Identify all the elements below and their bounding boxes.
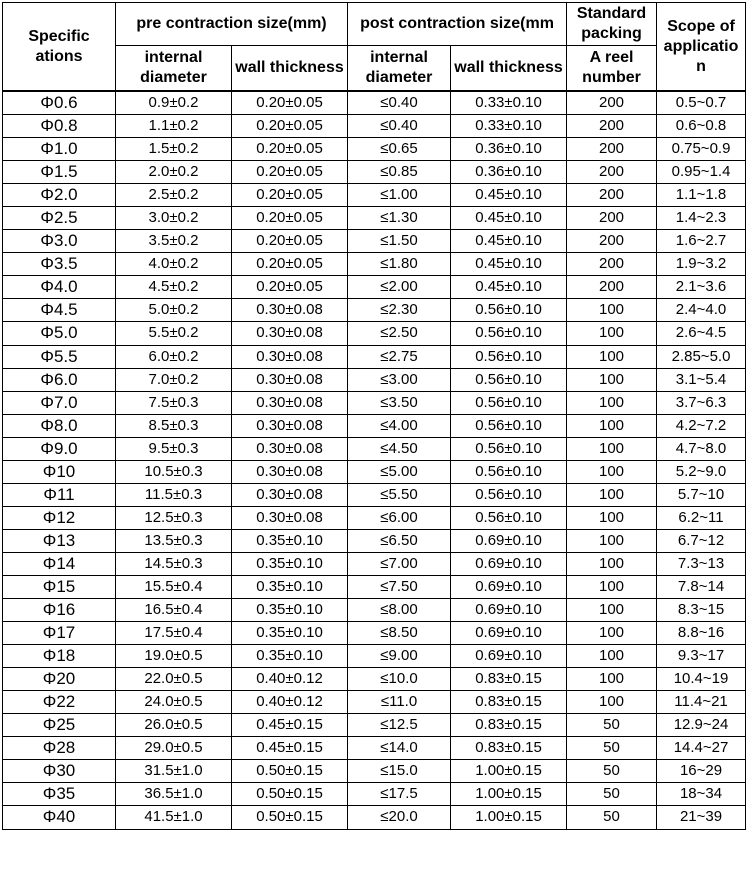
cell-pre-internal-diameter: 24.0±0.5 (116, 691, 232, 714)
cell-scope-of-application: 6.7~12 (657, 529, 746, 552)
cell-pre-wall-thickness: 0.30±0.08 (232, 368, 348, 391)
cell-post-wall-thickness: 0.56±0.10 (451, 322, 567, 345)
cell-post-wall-thickness: 0.69±0.10 (451, 622, 567, 645)
cell-scope-of-application: 0.95~1.4 (657, 161, 746, 184)
cell-scope-of-application: 0.75~0.9 (657, 138, 746, 161)
cell-post-internal-diameter: ≤3.50 (348, 391, 451, 414)
cell-specification: Φ13 (3, 529, 116, 552)
table-row (3, 138, 746, 161)
cell-pre-internal-diameter: 29.0±0.5 (116, 737, 232, 760)
table-row (3, 460, 746, 483)
cell-reel-number: 100 (567, 575, 657, 598)
cell-pre-internal-diameter: 5.0±0.2 (116, 299, 232, 322)
cell-pre-wall-thickness: 0.35±0.10 (232, 599, 348, 622)
cell-pre-wall-thickness: 0.20±0.05 (232, 207, 348, 230)
header-post-contraction: post contraction size(mm (348, 3, 567, 46)
cell-pre-wall-thickness: 0.35±0.10 (232, 575, 348, 598)
table-row (3, 345, 746, 368)
cell-scope-of-application: 8.3~15 (657, 599, 746, 622)
cell-specification: Φ9.0 (3, 437, 116, 460)
cell-reel-number: 100 (567, 552, 657, 575)
cell-scope-of-application: 1.9~3.2 (657, 253, 746, 276)
cell-scope-of-application: 1.6~2.7 (657, 230, 746, 253)
cell-scope-of-application: 21~39 (657, 806, 746, 829)
header-standard-packing: Standard packing (567, 3, 657, 46)
cell-post-wall-thickness: 0.69±0.10 (451, 645, 567, 668)
table-row (3, 737, 746, 760)
cell-scope-of-application: 7.3~13 (657, 552, 746, 575)
cell-post-wall-thickness: 0.83±0.15 (451, 737, 567, 760)
cell-scope-of-application: 3.7~6.3 (657, 391, 746, 414)
cell-post-internal-diameter: ≤10.0 (348, 668, 451, 691)
cell-specification: Φ18 (3, 645, 116, 668)
cell-reel-number: 200 (567, 253, 657, 276)
cell-pre-wall-thickness: 0.35±0.10 (232, 645, 348, 668)
cell-post-internal-diameter: ≤0.85 (348, 161, 451, 184)
cell-specification: Φ14 (3, 552, 116, 575)
cell-pre-wall-thickness: 0.40±0.12 (232, 668, 348, 691)
cell-pre-wall-thickness: 0.20±0.05 (232, 276, 348, 299)
cell-post-wall-thickness: 0.69±0.10 (451, 599, 567, 622)
cell-specification: Φ35 (3, 783, 116, 806)
cell-post-internal-diameter: ≤12.5 (348, 714, 451, 737)
cell-pre-wall-thickness: 0.20±0.05 (232, 253, 348, 276)
cell-specification: Φ0.6 (3, 91, 116, 115)
cell-reel-number: 100 (567, 529, 657, 552)
cell-post-internal-diameter: ≤9.00 (348, 645, 451, 668)
cell-post-internal-diameter: ≤4.50 (348, 437, 451, 460)
table-row (3, 806, 746, 829)
cell-post-internal-diameter: ≤14.0 (348, 737, 451, 760)
table-row (3, 184, 746, 207)
cell-pre-internal-diameter: 0.9±0.2 (116, 91, 232, 115)
table-body (3, 91, 746, 829)
cell-pre-wall-thickness: 0.45±0.15 (232, 714, 348, 737)
cell-specification: Φ16 (3, 599, 116, 622)
cell-specification: Φ5.0 (3, 322, 116, 345)
cell-reel-number: 100 (567, 299, 657, 322)
cell-pre-wall-thickness: 0.30±0.08 (232, 391, 348, 414)
cell-pre-wall-thickness: 0.50±0.15 (232, 783, 348, 806)
cell-specification: Φ5.5 (3, 345, 116, 368)
header-pre-internal-diameter: internal diameter (116, 46, 232, 92)
specification-table (2, 2, 746, 830)
cell-reel-number: 200 (567, 115, 657, 138)
cell-scope-of-application: 7.8~14 (657, 575, 746, 598)
cell-pre-internal-diameter: 8.5±0.3 (116, 414, 232, 437)
cell-reel-number: 50 (567, 714, 657, 737)
cell-post-internal-diameter: ≤6.50 (348, 529, 451, 552)
table-row (3, 575, 746, 598)
cell-post-wall-thickness: 0.56±0.10 (451, 414, 567, 437)
header-reel-number: A reel number (567, 46, 657, 92)
cell-reel-number: 100 (567, 391, 657, 414)
cell-pre-wall-thickness: 0.50±0.15 (232, 806, 348, 829)
cell-reel-number: 100 (567, 345, 657, 368)
cell-specification: Φ0.8 (3, 115, 116, 138)
cell-pre-wall-thickness: 0.20±0.05 (232, 115, 348, 138)
cell-scope-of-application: 8.8~16 (657, 622, 746, 645)
cell-specification: Φ10 (3, 460, 116, 483)
table-row (3, 414, 746, 437)
cell-post-internal-diameter: ≤1.30 (348, 207, 451, 230)
cell-post-wall-thickness: 0.36±0.10 (451, 138, 567, 161)
cell-post-internal-diameter: ≤6.00 (348, 506, 451, 529)
cell-pre-internal-diameter: 12.5±0.3 (116, 506, 232, 529)
header-post-wall-thickness: wall thickness (451, 46, 567, 92)
cell-scope-of-application: 4.2~7.2 (657, 414, 746, 437)
cell-scope-of-application: 1.4~2.3 (657, 207, 746, 230)
cell-pre-wall-thickness: 0.30±0.08 (232, 506, 348, 529)
cell-reel-number: 100 (567, 460, 657, 483)
cell-post-wall-thickness: 0.56±0.10 (451, 391, 567, 414)
cell-pre-internal-diameter: 31.5±1.0 (116, 760, 232, 783)
cell-pre-wall-thickness: 0.30±0.08 (232, 414, 348, 437)
cell-pre-internal-diameter: 4.5±0.2 (116, 276, 232, 299)
cell-specification: Φ3.0 (3, 230, 116, 253)
table-row (3, 714, 746, 737)
cell-pre-internal-diameter: 6.0±0.2 (116, 345, 232, 368)
cell-post-wall-thickness: 0.56±0.10 (451, 345, 567, 368)
cell-post-wall-thickness: 0.69±0.10 (451, 575, 567, 598)
cell-pre-internal-diameter: 14.5±0.3 (116, 552, 232, 575)
table-row (3, 506, 746, 529)
cell-reel-number: 100 (567, 506, 657, 529)
cell-specification: Φ12 (3, 506, 116, 529)
table-row (3, 691, 746, 714)
table-row (3, 299, 746, 322)
cell-post-wall-thickness: 0.56±0.10 (451, 460, 567, 483)
cell-scope-of-application: 5.2~9.0 (657, 460, 746, 483)
cell-pre-internal-diameter: 19.0±0.5 (116, 645, 232, 668)
cell-post-internal-diameter: ≤3.00 (348, 368, 451, 391)
cell-pre-internal-diameter: 2.0±0.2 (116, 161, 232, 184)
cell-post-internal-diameter: ≤5.50 (348, 483, 451, 506)
cell-post-wall-thickness: 0.69±0.10 (451, 552, 567, 575)
cell-post-internal-diameter: ≤7.00 (348, 552, 451, 575)
cell-post-wall-thickness: 0.69±0.10 (451, 529, 567, 552)
cell-reel-number: 200 (567, 207, 657, 230)
cell-pre-internal-diameter: 22.0±0.5 (116, 668, 232, 691)
cell-pre-wall-thickness: 0.30±0.08 (232, 460, 348, 483)
cell-pre-wall-thickness: 0.30±0.08 (232, 345, 348, 368)
cell-scope-of-application: 10.4~19 (657, 668, 746, 691)
cell-post-internal-diameter: ≤0.40 (348, 91, 451, 115)
cell-scope-of-application: 4.7~8.0 (657, 437, 746, 460)
cell-pre-wall-thickness: 0.30±0.08 (232, 483, 348, 506)
table-row (3, 529, 746, 552)
cell-specification: Φ3.5 (3, 253, 116, 276)
cell-pre-internal-diameter: 26.0±0.5 (116, 714, 232, 737)
table-row (3, 368, 746, 391)
cell-reel-number: 50 (567, 806, 657, 829)
cell-post-wall-thickness: 0.33±0.10 (451, 115, 567, 138)
cell-scope-of-application: 0.5~0.7 (657, 91, 746, 115)
cell-pre-internal-diameter: 4.0±0.2 (116, 253, 232, 276)
table-row (3, 437, 746, 460)
cell-scope-of-application: 12.9~24 (657, 714, 746, 737)
cell-scope-of-application: 3.1~5.4 (657, 368, 746, 391)
cell-post-wall-thickness: 0.33±0.10 (451, 91, 567, 115)
cell-specification: Φ20 (3, 668, 116, 691)
cell-post-wall-thickness: 0.45±0.10 (451, 207, 567, 230)
cell-reel-number: 50 (567, 783, 657, 806)
cell-post-internal-diameter: ≤2.30 (348, 299, 451, 322)
cell-specification: Φ4.5 (3, 299, 116, 322)
cell-reel-number: 100 (567, 691, 657, 714)
cell-reel-number: 200 (567, 184, 657, 207)
cell-pre-internal-diameter: 11.5±0.3 (116, 483, 232, 506)
cell-scope-of-application: 1.1~1.8 (657, 184, 746, 207)
cell-pre-internal-diameter: 3.5±0.2 (116, 230, 232, 253)
cell-specification: Φ2.5 (3, 207, 116, 230)
cell-post-wall-thickness: 0.45±0.10 (451, 276, 567, 299)
cell-pre-internal-diameter: 1.5±0.2 (116, 138, 232, 161)
cell-scope-of-application: 2.85~5.0 (657, 345, 746, 368)
cell-reel-number: 50 (567, 737, 657, 760)
cell-post-wall-thickness: 1.00±0.15 (451, 760, 567, 783)
cell-post-wall-thickness: 1.00±0.15 (451, 783, 567, 806)
cell-post-internal-diameter: ≤2.00 (348, 276, 451, 299)
cell-scope-of-application: 14.4~27 (657, 737, 746, 760)
table-row (3, 322, 746, 345)
cell-scope-of-application: 9.3~17 (657, 645, 746, 668)
cell-specification: Φ25 (3, 714, 116, 737)
cell-post-internal-diameter: ≤2.75 (348, 345, 451, 368)
table-row (3, 783, 746, 806)
cell-specification: Φ4.0 (3, 276, 116, 299)
table-row (3, 391, 746, 414)
cell-pre-wall-thickness: 0.20±0.05 (232, 138, 348, 161)
cell-specification: Φ1.0 (3, 138, 116, 161)
table-row (3, 552, 746, 575)
cell-post-wall-thickness: 0.83±0.15 (451, 668, 567, 691)
header-post-internal-diameter: internal diameter (348, 46, 451, 92)
cell-pre-internal-diameter: 7.0±0.2 (116, 368, 232, 391)
cell-pre-internal-diameter: 3.0±0.2 (116, 207, 232, 230)
cell-scope-of-application: 0.6~0.8 (657, 115, 746, 138)
header-scope-of-application: Scope of applicatio n (657, 3, 746, 92)
cell-post-wall-thickness: 0.36±0.10 (451, 161, 567, 184)
cell-post-internal-diameter: ≤1.00 (348, 184, 451, 207)
cell-post-internal-diameter: ≤0.65 (348, 138, 451, 161)
table-row (3, 230, 746, 253)
cell-pre-wall-thickness: 0.35±0.10 (232, 529, 348, 552)
header-pre-wall-thickness: wall thickness (232, 46, 348, 92)
table-row (3, 207, 746, 230)
cell-pre-wall-thickness: 0.30±0.08 (232, 322, 348, 345)
cell-specification: Φ30 (3, 760, 116, 783)
cell-post-internal-diameter: ≤15.0 (348, 760, 451, 783)
cell-reel-number: 50 (567, 760, 657, 783)
cell-post-internal-diameter: ≤1.80 (348, 253, 451, 276)
cell-pre-internal-diameter: 2.5±0.2 (116, 184, 232, 207)
cell-post-wall-thickness: 0.56±0.10 (451, 368, 567, 391)
cell-reel-number: 100 (567, 599, 657, 622)
cell-pre-wall-thickness: 0.50±0.15 (232, 760, 348, 783)
cell-reel-number: 200 (567, 91, 657, 115)
cell-post-internal-diameter: ≤11.0 (348, 691, 451, 714)
cell-pre-wall-thickness: 0.40±0.12 (232, 691, 348, 714)
cell-specification: Φ15 (3, 575, 116, 598)
cell-scope-of-application: 2.1~3.6 (657, 276, 746, 299)
cell-pre-wall-thickness: 0.35±0.10 (232, 552, 348, 575)
table-row (3, 622, 746, 645)
cell-reel-number: 100 (567, 437, 657, 460)
cell-pre-wall-thickness: 0.20±0.05 (232, 230, 348, 253)
cell-pre-wall-thickness: 0.30±0.08 (232, 299, 348, 322)
table-row (3, 115, 746, 138)
cell-specification: Φ22 (3, 691, 116, 714)
cell-pre-wall-thickness: 0.45±0.15 (232, 737, 348, 760)
cell-post-wall-thickness: 0.45±0.10 (451, 184, 567, 207)
cell-post-internal-diameter: ≤17.5 (348, 783, 451, 806)
cell-post-wall-thickness: 0.56±0.10 (451, 483, 567, 506)
table-row (3, 599, 746, 622)
cell-specification: Φ8.0 (3, 414, 116, 437)
cell-pre-wall-thickness: 0.20±0.05 (232, 91, 348, 115)
table-row (3, 483, 746, 506)
cell-specification: Φ28 (3, 737, 116, 760)
cell-post-internal-diameter: ≤20.0 (348, 806, 451, 829)
cell-reel-number: 100 (567, 645, 657, 668)
cell-post-internal-diameter: ≤5.00 (348, 460, 451, 483)
cell-specification: Φ2.0 (3, 184, 116, 207)
cell-post-wall-thickness: 0.45±0.10 (451, 230, 567, 253)
cell-reel-number: 100 (567, 368, 657, 391)
cell-reel-number: 100 (567, 414, 657, 437)
cell-pre-internal-diameter: 41.5±1.0 (116, 806, 232, 829)
cell-pre-internal-diameter: 9.5±0.3 (116, 437, 232, 460)
cell-post-internal-diameter: ≤2.50 (348, 322, 451, 345)
header-specifications: Specific ations (3, 3, 116, 92)
cell-pre-internal-diameter: 16.5±0.4 (116, 599, 232, 622)
cell-post-internal-diameter: ≤8.00 (348, 599, 451, 622)
cell-pre-internal-diameter: 10.5±0.3 (116, 460, 232, 483)
cell-scope-of-application: 18~34 (657, 783, 746, 806)
cell-post-internal-diameter: ≤8.50 (348, 622, 451, 645)
cell-pre-wall-thickness: 0.35±0.10 (232, 622, 348, 645)
cell-pre-internal-diameter: 13.5±0.3 (116, 529, 232, 552)
cell-specification: Φ40 (3, 806, 116, 829)
cell-reel-number: 100 (567, 483, 657, 506)
cell-post-wall-thickness: 0.56±0.10 (451, 437, 567, 460)
cell-reel-number: 100 (567, 668, 657, 691)
cell-post-internal-diameter: ≤4.00 (348, 414, 451, 437)
table-row (3, 253, 746, 276)
cell-post-internal-diameter: ≤1.50 (348, 230, 451, 253)
cell-specification: Φ7.0 (3, 391, 116, 414)
cell-scope-of-application: 2.4~4.0 (657, 299, 746, 322)
cell-reel-number: 100 (567, 322, 657, 345)
cell-scope-of-application: 16~29 (657, 760, 746, 783)
table-row (3, 668, 746, 691)
cell-post-wall-thickness: 0.56±0.10 (451, 506, 567, 529)
cell-pre-wall-thickness: 0.20±0.05 (232, 161, 348, 184)
cell-post-wall-thickness: 0.83±0.15 (451, 714, 567, 737)
cell-pre-internal-diameter: 7.5±0.3 (116, 391, 232, 414)
cell-specification: Φ17 (3, 622, 116, 645)
cell-pre-internal-diameter: 1.1±0.2 (116, 115, 232, 138)
cell-pre-internal-diameter: 36.5±1.0 (116, 783, 232, 806)
table-row (3, 276, 746, 299)
cell-post-wall-thickness: 0.83±0.15 (451, 691, 567, 714)
cell-post-internal-diameter: ≤7.50 (348, 575, 451, 598)
cell-scope-of-application: 5.7~10 (657, 483, 746, 506)
cell-specification: Φ6.0 (3, 368, 116, 391)
cell-reel-number: 200 (567, 230, 657, 253)
cell-pre-wall-thickness: 0.30±0.08 (232, 437, 348, 460)
cell-pre-internal-diameter: 5.5±0.2 (116, 322, 232, 345)
cell-reel-number: 200 (567, 161, 657, 184)
cell-reel-number: 200 (567, 138, 657, 161)
table-row (3, 91, 746, 115)
cell-post-internal-diameter: ≤0.40 (348, 115, 451, 138)
cell-specification: Φ1.5 (3, 161, 116, 184)
cell-scope-of-application: 11.4~21 (657, 691, 746, 714)
header-pre-contraction: pre contraction size(mm) (116, 3, 348, 46)
cell-reel-number: 100 (567, 622, 657, 645)
table-row (3, 760, 746, 783)
cell-scope-of-application: 6.2~11 (657, 506, 746, 529)
cell-pre-internal-diameter: 17.5±0.4 (116, 622, 232, 645)
cell-scope-of-application: 2.6~4.5 (657, 322, 746, 345)
cell-post-wall-thickness: 0.45±0.10 (451, 253, 567, 276)
table-row (3, 645, 746, 668)
cell-specification: Φ11 (3, 483, 116, 506)
cell-reel-number: 200 (567, 276, 657, 299)
cell-pre-internal-diameter: 15.5±0.4 (116, 575, 232, 598)
table-row (3, 161, 746, 184)
cell-post-wall-thickness: 1.00±0.15 (451, 806, 567, 829)
cell-pre-wall-thickness: 0.20±0.05 (232, 184, 348, 207)
cell-post-wall-thickness: 0.56±0.10 (451, 299, 567, 322)
